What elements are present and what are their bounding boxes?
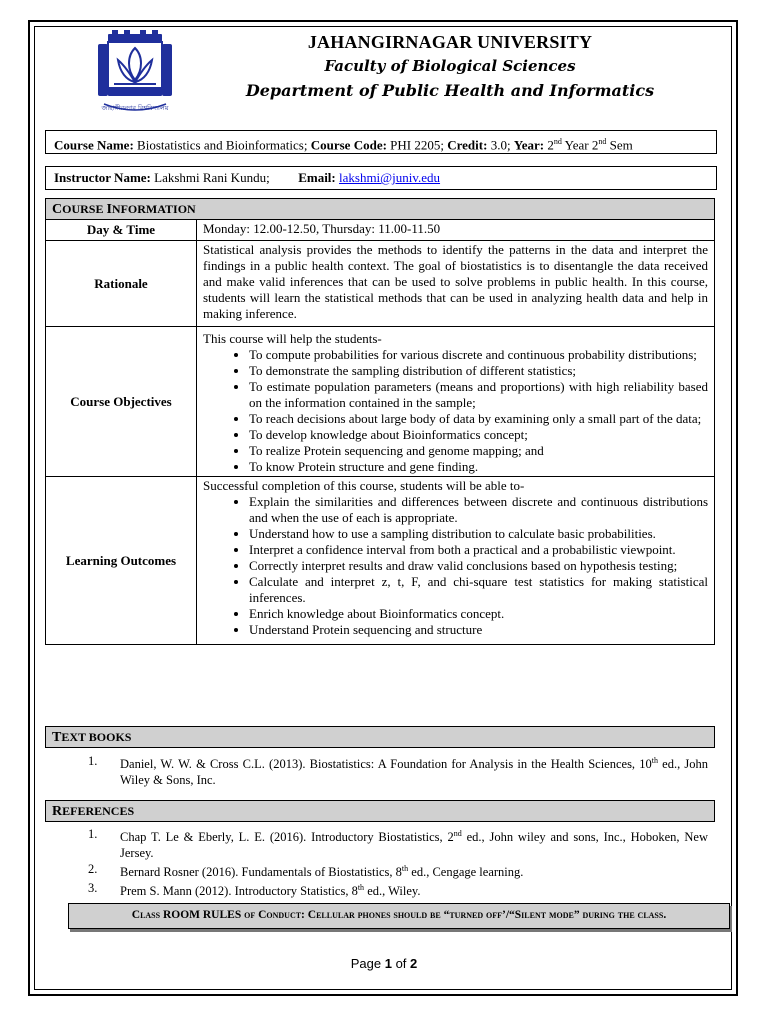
textbook-item: 1. Daniel, W. W. & Cross C.L. (2013). Biostatistics: A Foundation for Analysis in the Health Sciences, 10th ed., John Wiley & Sons, Inc. [88, 754, 709, 788]
objectives-intro: This course will help the students- [203, 331, 382, 346]
sem-word: Sem [609, 137, 633, 153]
document-header [210, 32, 690, 104]
objective-item: • To compute probabilities for various discrete and continuous probability distributions; [249, 347, 708, 363]
course-information-heading: COURSE INFORMATION [45, 198, 715, 220]
day-time-label: Day & Time [46, 220, 197, 241]
reference-item: 1. Chap T. Le & Eberly, L. E. (2016). Introductory Biostatistics, 2nd ed., John wiley and sons, Inc., Hoboken, New Jersey. [88, 827, 708, 861]
email-label: Email: [298, 170, 336, 185]
objective-item: • To know Protein structure and gene finding. [249, 459, 708, 475]
objective-item: • To reach decisions about large body of data by examining only a small part of the data; [249, 411, 708, 427]
outcome-item: • Understand how to use a sampling distribution to calculate basic probabilities. [249, 526, 708, 542]
objective-item: • To develop knowledge about Bioinformatics concept; [249, 427, 708, 443]
day-time-value: Monday: 12.00-12.50, Thursday: 11.00-11.50 [197, 220, 715, 241]
textbooks-list [88, 753, 708, 788]
sem-num: 2 [591, 137, 599, 153]
course-details-box [45, 130, 717, 154]
email-link[interactable]: lakshmi@juniv.edu [339, 170, 441, 185]
outcomes-list [203, 494, 708, 638]
credit-value: 3.0; [490, 137, 511, 153]
references-list [88, 826, 708, 899]
objectives-label: Course Objectives [46, 327, 197, 477]
outcome-item: • Interpret a confidence interval from both a practical and a probabilistic viewpoint. [249, 542, 708, 558]
objectives-row [46, 327, 715, 477]
references-heading: REFERENCES [45, 800, 715, 822]
year-word: Year [564, 137, 589, 153]
outcomes-intro: Successful completion of this course, students will be able to- [203, 478, 525, 493]
university-logo [94, 30, 176, 112]
year-num: 2 [547, 137, 554, 153]
logo-motto: জাহাঙ্গীরনগর বিশ্ববিদ্যালয় [101, 104, 169, 112]
course-name-value: Biostatistics and Bioinformatics; [137, 137, 308, 153]
rationale-value: Statistical analysis provides the methods to identify the patterns in the data and interpret the findings in a public health context. The goal of biostatistics is to disentangle the data received and make valid inferences that can be used to solve problems in public health. In this course, students will learn the statistical methods that can be used in analyzing health data and help in making inference. [197, 241, 715, 327]
outcome-item: • Calculate and interpret z, t, F, and chi-square test statistics for making statistical inferences. [249, 574, 708, 606]
year-label: Year: [513, 137, 545, 153]
sem-sup: nd [598, 137, 607, 146]
year-sup: nd [553, 137, 562, 146]
page-number: Page 1 of 2 [350, 956, 418, 971]
university-name: JAHANGIRNAGAR UNIVERSITY [307, 32, 593, 52]
course-code-label: Course Code: [310, 137, 387, 153]
instructor-box [45, 166, 717, 190]
outcomes-row [46, 477, 715, 645]
day-time-row [46, 220, 715, 241]
course-code-value: PHI 2205; [390, 137, 444, 153]
outcome-item: • Correctly interpret results and draw valid conclusions based on hypothesis testing; [249, 558, 708, 574]
course-information-table [45, 219, 715, 645]
reference-item: 2. Bernard Rosner (2016). Fundamentals of Biostatistics, 8th ed., Cengage learning. [88, 862, 524, 880]
outcomes-label: Learning Outcomes [46, 477, 197, 645]
department-name: Department of Public Health and Informatics [245, 81, 655, 100]
credit-label: Credit: [447, 137, 488, 153]
objective-item: • To estimate population parameters (means and proportions) with high reliability based on the information contained in the sample; [249, 379, 708, 411]
rationale-label: Rationale [46, 241, 197, 327]
classroom-rules-banner: Class ROOM RULES of Conduct: Cellular phones should be “turned off’/“Silent mode” during the class. [68, 903, 730, 929]
objectives-list [203, 347, 708, 475]
textbooks-heading: TEXT BOOKS [45, 726, 715, 748]
faculty-name: Faculty of Biological Sciences [324, 57, 576, 75]
course-name-label: Course Name: [54, 137, 134, 153]
instructor-label: Instructor Name: [54, 170, 151, 185]
rationale-row [46, 241, 715, 327]
outcome-item: • Explain the similarities and differences between discrete and continuous distributions and when the use of each is appropriate. [249, 494, 708, 526]
objective-item: • To realize Protein sequencing and genome mapping; and [249, 443, 708, 459]
objective-item: • To demonstrate the sampling distribution of different statistics; [249, 363, 708, 379]
outcome-item: • Understand Protein sequencing and structure [249, 622, 708, 638]
reference-item: 3. Prem S. Mann (2012). Introductory Statistics, 8th ed., Wiley. [88, 881, 421, 899]
instructor-name: Lakshmi Rani Kundu; [154, 170, 270, 185]
outcome-item: • Enrich knowledge about Bioinformatics concept. [249, 606, 708, 622]
